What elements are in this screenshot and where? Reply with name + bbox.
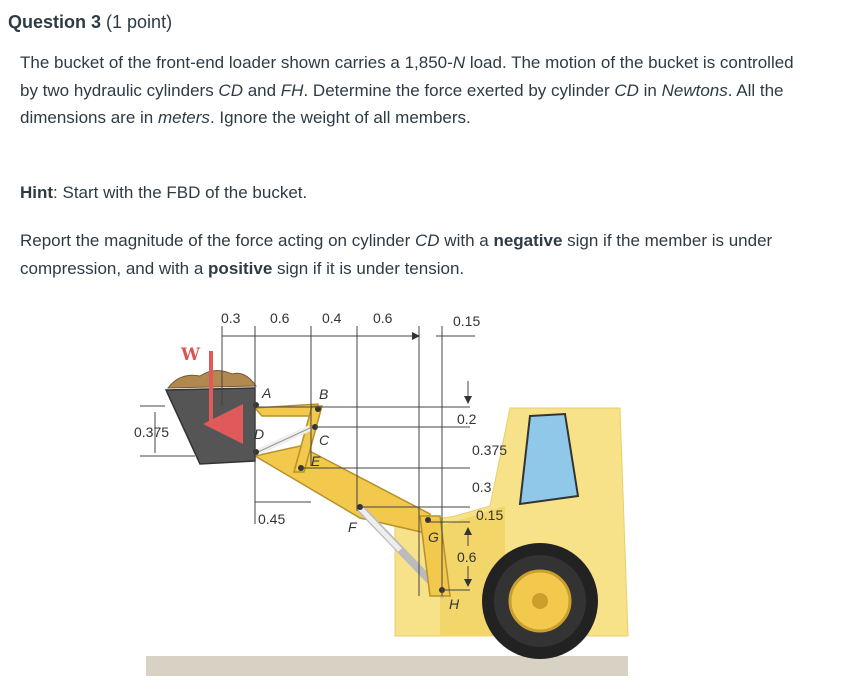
member-cd: CD [614,80,639,100]
label-f: F [348,519,357,535]
text-span: with a [439,231,494,250]
positive-word: positive [208,258,273,278]
dim-top-5: 0.15 [453,313,481,329]
hint-label: Hint [20,183,54,202]
text-span: . Determine the force exerted by cylinder [303,80,615,100]
dim-right-4: 0.15 [476,507,504,523]
ground [146,656,628,676]
dim-top-1: 0.3 [221,310,241,326]
label-d: D [254,426,265,442]
hint-text [20,179,810,207]
load-label: W [181,345,201,365]
text-span: sign if it is under tension. [272,258,465,278]
label-c: C [319,432,330,448]
dim-right-1: 0.2 [457,411,477,427]
dim-bottom: 0.45 [258,511,286,527]
wheel [482,543,598,659]
dim-top-2: 0.6 [270,310,290,326]
text-span: . All the dimensions are in [20,80,784,127]
negative-word: negative [493,231,563,250]
question-header [0,0,842,44]
member-cd: CD [218,80,243,100]
unit-n: N [452,53,466,72]
member-cd: CD [415,231,440,250]
label-b: B [319,386,329,402]
text-span: The bucket of the front-end loader shown carries a 1,850- [20,53,453,72]
problem-statement [20,49,810,132]
question-number: Question 3 [8,12,102,32]
dim-top-4: 0.6 [373,310,393,326]
text-span: sign if the member is under compression, and with a [20,231,773,278]
unit-meters: meters [157,108,210,127]
text-span: load. The motion of the bucket is controlled by two hydraulic cylinders [20,53,794,100]
label-g: G [428,529,439,545]
report-instructions [20,227,810,282]
text-span: : Start with the FBD of the bucket. [53,183,308,202]
label-h: H [449,596,460,612]
dim-top-3: 0.4 [322,310,342,326]
text-span: Report the magnitude of the force acting on cylinder [20,231,416,250]
text-span: in [638,80,662,100]
question-title [8,12,172,33]
loader-figure [0,296,842,695]
question-points: (1 point) [106,12,173,32]
dim-left: 0.375 [134,424,170,440]
dim-right-5: 0.6 [457,549,477,565]
text-span: and [242,80,281,100]
label-e: E [311,453,321,469]
text-span: . Ignore the weight of all members. [209,108,471,127]
unit-newtons: Newtons [661,80,728,100]
member-fh: FH [280,80,304,100]
link-ab [255,404,318,416]
dim-right-3: 0.3 [472,479,492,495]
dim-right-2: 0.375 [472,442,508,458]
label-a: A [262,385,272,401]
